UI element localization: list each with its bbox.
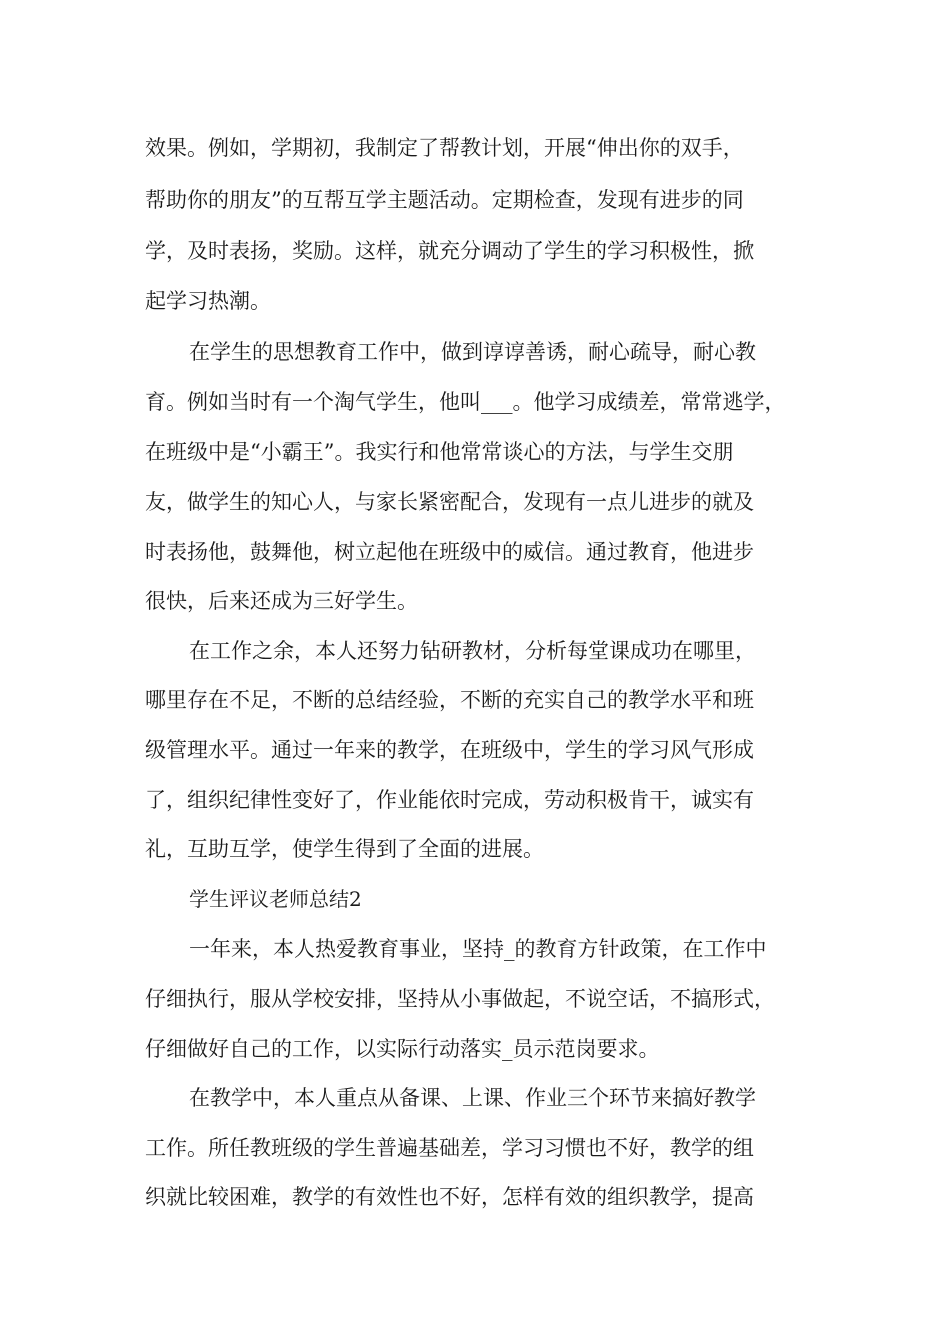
text-line: 学，及时表扬，奖励。这样，就充分调动了学生的学习积极性，掀 [145,239,754,263]
text-line: 哪里存在不足，不断的总结经验，不断的充实自己的教学水平和班 [145,688,754,712]
text-line: 了，组织纪律性变好了，作业能依时完成，劳动积极肯干，诚实有 [145,788,754,812]
paragraph-first-line: 在学生的思想教育工作中，做到谆谆善诱，耐心疏导，耐心教 [189,340,756,364]
text-line: 工作。所任教班级的学生普遍基础差，学习习惯也不好，教学的组 [145,1136,754,1160]
paragraph-first-line: 在教学中，本人重点从备课、上课、作业三个环节来搞好教学 [189,1086,756,1110]
text-line: 很快，后来还成为三好学生。 [145,589,418,613]
text-line: 时表扬他，鼓舞他，树立起他在班级中的威信。通过教育，他进步 [145,540,754,564]
paragraph-first-line: 一年来，本人热爱教育事业，坚持_的教育方针政策，在工作中 [189,937,767,961]
text-line: 在班级中是“小霸王”。我实行和他常常谈心的方法，与学生交朋 [145,440,734,464]
paragraph-first-line: 在工作之余，本人还努力钻研教材，分析每堂课成功在哪里， [189,639,756,663]
text-line: 级管理水平。通过一年来的教学，在班级中，学生的学习风气形成 [145,738,754,762]
text-line: 织就比较困难，教学的有效性也不好，怎样有效的组织教学，提高 [145,1185,754,1209]
text-line: 仔细执行，服从学校安排，坚持从小事做起，不说空话，不搞形式， [145,987,775,1011]
text-line: 友，做学生的知心人，与家长紧密配合，发现有一点儿进步的就及 [145,490,754,514]
text-line: 起学习热潮。 [145,289,271,313]
text-line: 帮助你的朋友”的互帮互学主题活动。定期检查，发现有进步的同 [145,188,744,212]
section-heading: 学生评议老师总结2 [189,887,362,911]
text-line: 仔细做好自己的工作，以实际行动落实_员示范岗要求。 [145,1037,660,1061]
text-line: 礼，互助互学，使学生得到了全面的进展。 [145,837,544,861]
text-line: 育。例如当时有一个淘气学生，他叫___。他学习成绩差，常常逃学， [145,390,786,414]
text-line: 效果。例如，学期初，我制定了帮教计划，开展“伸出你的双手， [145,136,744,160]
